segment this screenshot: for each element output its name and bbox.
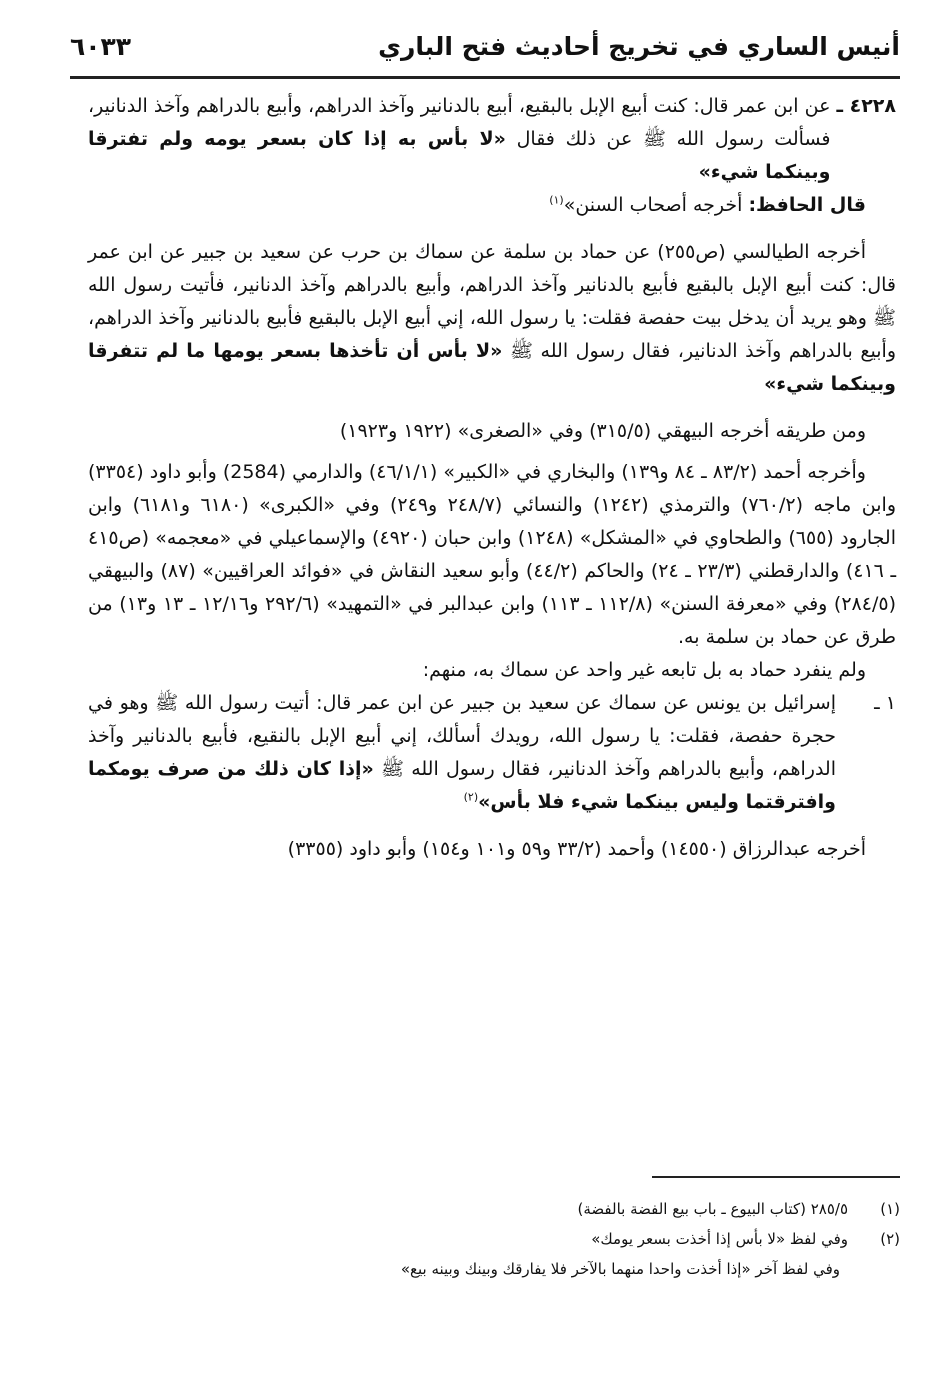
hadith-text-bold: «لا بأس به إذا كان بسعر يومه ولم تفترقا وبينكما شيء»	[88, 128, 831, 183]
header-divider	[70, 76, 900, 79]
footnote-number: (٢)	[880, 1230, 900, 1248]
hafiz-statement	[88, 189, 896, 222]
list-item-number: ١ ـ	[874, 692, 896, 714]
footnotes	[88, 1194, 900, 1284]
list-item	[88, 687, 896, 819]
book-title: أنيس الساري في تخريج أحاديث فتح الباري	[378, 32, 900, 61]
paragraph-bayhaqi: ومن طريقه أخرجه البيهقي (٣١٥/٥) وفي «الصغرى» (١٩٢٢ و١٩٢٣)	[339, 420, 866, 442]
paragraph-tayalisi	[88, 236, 896, 401]
paragraph-mutaba: ولم ينفرد حماد به بل تابعه غير واحد عن سماك به، منهم:	[422, 659, 866, 681]
footnote-ref-1[interactable]: (١)	[549, 193, 564, 207]
page-number: ٦٠٣٣	[70, 32, 132, 61]
paragraph-tayalisi-bold: «لا بأس أن تأخذها بسعر يومها ما لم تتفرقا وبينكما شيء»	[88, 340, 896, 395]
footnote-divider	[652, 1176, 900, 1178]
footnote-2	[88, 1224, 900, 1254]
page-header	[70, 30, 900, 70]
paragraph-abdulrazzaq: أخرجه عبدالرزاق (١٤٥٥٠) وأحمد (٣٣/٢ و٥٩ و١٠١ و١٥٤) وأبو داود (٣٣٥٥)	[287, 838, 866, 860]
footnote-2-continuation: وفي لفظ آخر «إذا أخذت واحدا منهما بالآخر فلا يفارقك وبينك وبينه بيع»	[400, 1260, 840, 1278]
hadith-number: ٤٢٢٨ ـ	[836, 95, 896, 117]
hadith-text	[88, 90, 831, 189]
list-item-text-plain: إسرائيل بن يونس عن سماك عن سعيد بن جبير عن ابن عمر قال: أتيت رسول الله ﷺ وهو في حجرة حفصة، فقلت: يا رسول الله، رويدك أسألك، إني أبيع الإبل بالنقيع، فأبيع بالدنانير وآخذ الدراهم، وأبيع بالدراهم وآخذ الدنانير، فقال رسول الله ﷺ	[88, 692, 836, 780]
footnote-text: ٢٨٥/٥ (كتاب البيوع ـ باب بيع الفضة بالفضة)	[577, 1200, 848, 1218]
footnote-ref-2[interactable]: (٢)	[463, 790, 479, 804]
footnote-1	[88, 1194, 900, 1224]
paragraph-tayalisi-plain: أخرجه الطيالسي (ص٢٥٥) عن حماد بن سلمة عن سماك بن حرب عن سعيد بن جبير عن ابن عمر قال: كنت أبيع الإبل بالبقيع فأبيع بالدنانير وآخذ الدراهم، وأبيع بالدراهم وآخذ الدنانير، فأتيت رسول الله ﷺ وهو يريد أن يدخل بيت حفصة فقلت: يا رسول الله، إني أبيع الإبل بالبقيع فأبيع بالدنانير وآخذ الدراهم، وأبيع بالدراهم وآخذ الدنانير، فقال رسول الله ﷺ	[88, 241, 896, 362]
paragraph-takhrij: وأخرجه أحمد (٨٣/٢ ـ ٨٤ و١٣٩) والبخاري في «الكبير» (٤٦/١/١) والدارمي (2584) وأبو داود (٣٣٥٤) وابن ماجه (٧٦٠/٢) والترمذي (١٢٤٢) والنسائي (٢٤٨/٧ و٢٤٩) وفي «الكبرى» (٦١٨٠ و٦١٨١) وابن الجارود (٦٥٥) والطحاوي في «المشكل» (١٢٤٨) وابن حبان (٤٩٢٠) والإسماعيلي في «معجمه» (ص٤١٥ ـ ٤١٦) والدارقطني (٢٣/٣ ـ ٢٤) والحاكم (٤٤/٢) وأبو سعيد النقاش في «فوائد العراقيين» (٨٧) والبيهقي (٢٨٤/٥) وفي «معرفة السنن» (١١٢/٨ ـ ١١٣) وابن عبدالبر في «التمهيد» (٢٩٢/٦ و١٢/١٦ ـ ١٣ و١٣) من طرق عن حماد بن سلمة به.	[88, 461, 897, 648]
hafiz-text: أخرجه أصحاب السنن»	[563, 194, 749, 216]
main-text	[88, 90, 896, 866]
hadith-text-plain: عن ابن عمر قال: كنت أبيع الإبل بالبقيع، أبيع بالدنانير وآخذ الدراهم، وأبيع بالدراهم وآخذ الدنانير، فسألت رسول الله ﷺ عن ذلك فقال	[88, 95, 831, 150]
hadith-block	[88, 90, 896, 189]
list-item-text-bold: «إذا كان ذلك من صرف يومكما وافترقتما وليس بينكما شيء فلا بأس»	[88, 758, 836, 813]
list-item-text	[88, 687, 836, 819]
footnote-number: (١)	[880, 1200, 900, 1218]
footnote-text: وفي لفظ «لا بأس إذا أخذت بسعر يومك»	[591, 1230, 848, 1248]
hafiz-label: قال الحافظ:	[748, 194, 866, 216]
